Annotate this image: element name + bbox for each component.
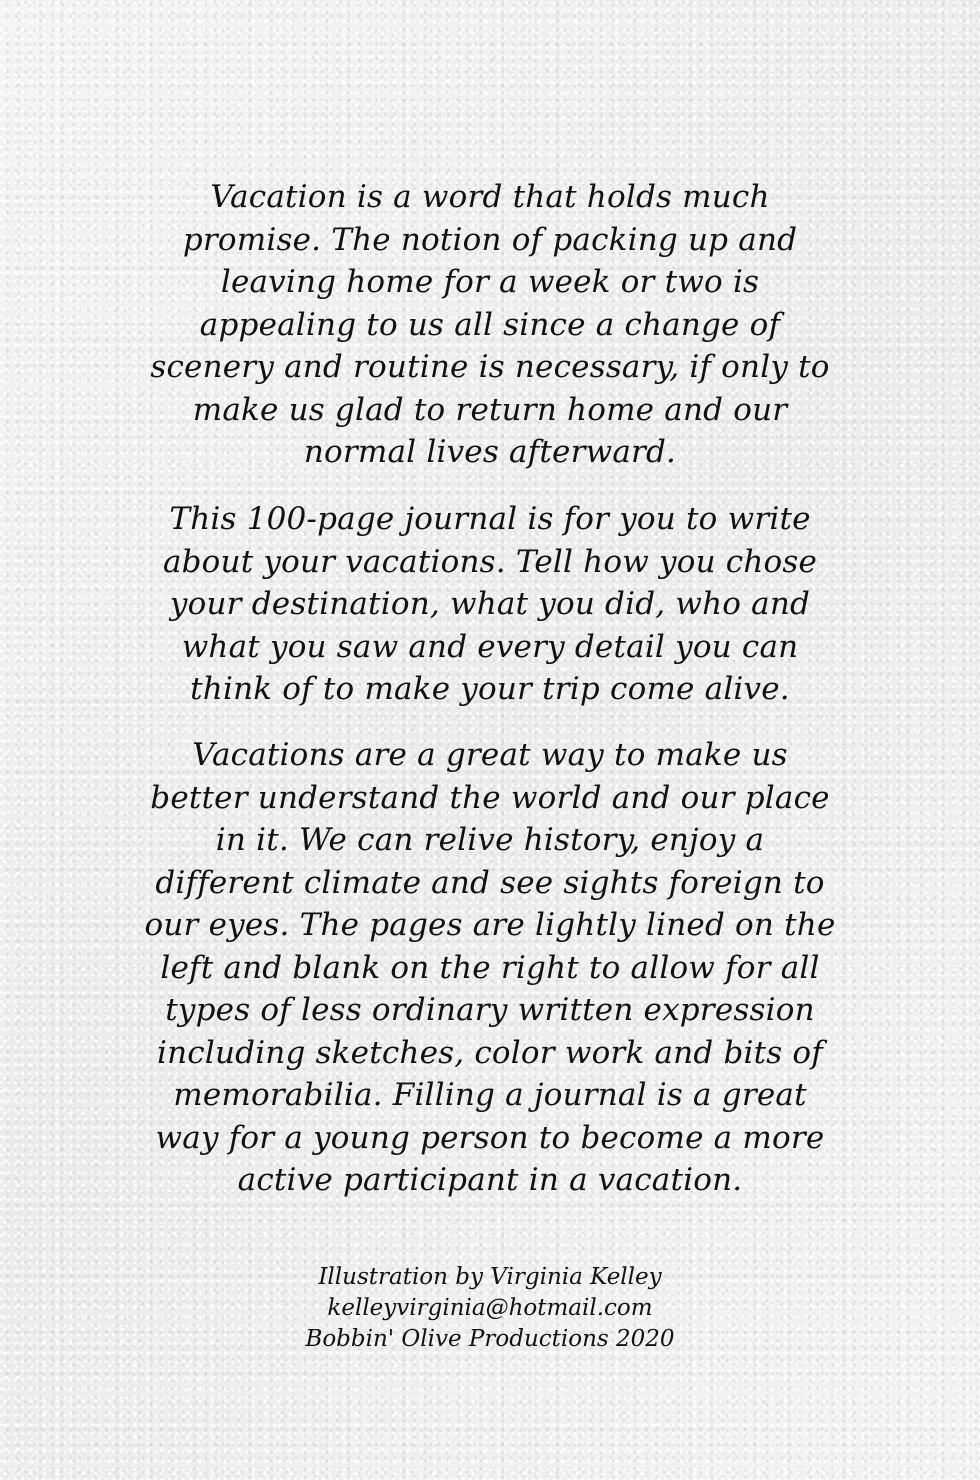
paragraph-line: left and blank on the right to allow for all bbox=[160, 949, 820, 986]
paragraph-line: leaving home for a week or two is bbox=[220, 264, 760, 300]
paragraph-line: scenery and routine is necessary, if only to bbox=[150, 349, 830, 385]
paragraph-line: think of to make your trip come alive. bbox=[190, 671, 790, 707]
paragraph-line: Vacations are a great way to make us bbox=[192, 737, 788, 773]
paragraph-line: what you saw and every detail you can bbox=[181, 628, 799, 665]
publisher-credit: Bobbin' Olive Productions 2020 bbox=[305, 1326, 675, 1352]
paragraph-line: normal lives afterward. bbox=[303, 434, 677, 470]
paragraph-line: our eyes. The pages are lightly lined on the bbox=[144, 907, 836, 943]
paragraph-line: active participant in a vacation. bbox=[237, 1162, 743, 1198]
paragraph-line: in it. We can relive history, enjoy a bbox=[215, 822, 765, 858]
paragraph-line: promise. The notion of packing up and bbox=[182, 221, 798, 258]
paragraph-line: better understand the world and our place bbox=[150, 779, 830, 816]
credits-block bbox=[190, 1262, 790, 1355]
paragraph-line: make us glad to return home and our bbox=[192, 391, 788, 428]
paragraph-line: types of less ordinary written expression bbox=[165, 992, 815, 1028]
intro-paragraph bbox=[130, 176, 850, 474]
illustration-credit: Illustration by Virginia Kelley bbox=[318, 1264, 662, 1290]
paragraph-line: your destination, what you did, who and bbox=[169, 586, 811, 622]
paragraph-line: This 100-page journal is for you to write bbox=[169, 501, 811, 537]
paragraph-line: about your vacations. Tell how you chose bbox=[162, 543, 818, 580]
paragraph-line: way for a young person to become a more bbox=[155, 1119, 825, 1156]
paragraph-line: including sketches, color work and bits of bbox=[157, 1034, 823, 1071]
journal-description-paragraph bbox=[130, 498, 850, 711]
paragraph-line: different climate and see sights foreign to bbox=[155, 864, 825, 901]
vacations-benefits-paragraph bbox=[130, 734, 850, 1202]
paragraph-line: Vacation is a word that holds much bbox=[210, 179, 770, 215]
paragraph-line: memorabilia. Filling a journal is a great bbox=[173, 1077, 807, 1113]
contact-email: kelleyvirginia@hotmail.com bbox=[327, 1295, 653, 1321]
paragraph-line: appealing to us all since a change of bbox=[199, 306, 781, 343]
